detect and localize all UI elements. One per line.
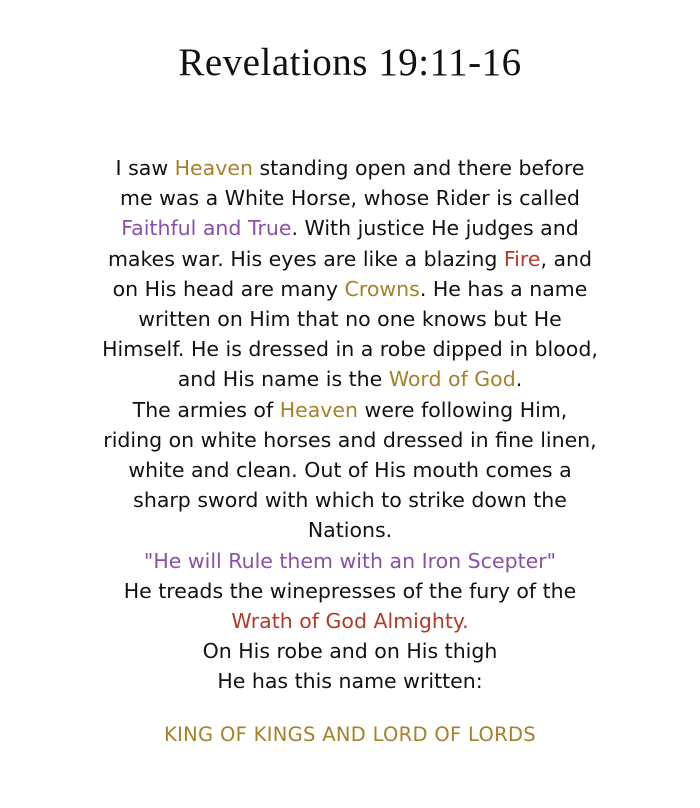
verse-line: Himself. He is dressed in a robe dipped in blood, bbox=[102, 337, 598, 362]
highlight-fire: Fire bbox=[503, 246, 541, 271]
verse-line bbox=[40, 274, 660, 304]
verse-text-segment: on His head are many bbox=[112, 276, 345, 301]
highlight-heaven: Heaven bbox=[279, 397, 359, 422]
highlight-crowns: Crowns bbox=[344, 276, 420, 301]
verse-line: He has this name written: bbox=[217, 669, 483, 694]
verse-line: On His robe and on His thigh bbox=[202, 639, 498, 664]
highlight-word-of-god: Word of God bbox=[388, 367, 516, 392]
verse-text-segment: makes war. His eyes are like a blazing bbox=[107, 246, 504, 271]
highlight-heaven: Heaven bbox=[174, 156, 253, 180]
verse-line: written on Him that no one knows but He bbox=[138, 307, 562, 332]
verse-line: me was a White Horse, whose Rider is called bbox=[120, 186, 580, 211]
verse-text-segment: and His name is the bbox=[177, 367, 389, 392]
verse-text-segment: , and bbox=[540, 246, 593, 271]
verse-text-segment: standing open and there before bbox=[252, 156, 585, 180]
highlight-wrath-of-god: Wrath of God Almighty. bbox=[231, 609, 469, 634]
verse-line: sharp sword with which to strike down the bbox=[133, 488, 567, 513]
verse-line bbox=[40, 153, 660, 183]
verse-line: riding on white horses and dressed in fine linen, bbox=[103, 427, 597, 452]
verse-text bbox=[40, 153, 660, 697]
page-title: Revelations 19:11-16 bbox=[178, 41, 522, 84]
verse-line bbox=[40, 213, 660, 243]
verse-line bbox=[40, 364, 660, 394]
verse-text-segment: were following Him, bbox=[358, 397, 568, 422]
verse-line: He treads the winepresses of the fury of the bbox=[123, 578, 577, 603]
verse-text-segment: The armies of bbox=[132, 397, 280, 422]
verse-line: white and clean. Out of His mouth comes a bbox=[128, 458, 572, 483]
verse-line bbox=[40, 244, 660, 274]
verse-text-segment: I saw bbox=[115, 156, 175, 180]
highlight-faithful-and-true: Faithful and True bbox=[121, 216, 292, 241]
verse-text-segment: . With justice He judges and bbox=[291, 216, 579, 241]
verse-line bbox=[40, 395, 660, 425]
verse-line: Nations. bbox=[307, 518, 393, 543]
verse-text-segment: . bbox=[515, 367, 523, 392]
highlight-iron-scepter-quote: "He will Rule them with an Iron Scepter" bbox=[143, 548, 557, 573]
closing-title: KING OF KINGS AND LORD OF LORDS bbox=[164, 723, 536, 746]
verse-text-segment: . He has a name bbox=[419, 276, 588, 301]
